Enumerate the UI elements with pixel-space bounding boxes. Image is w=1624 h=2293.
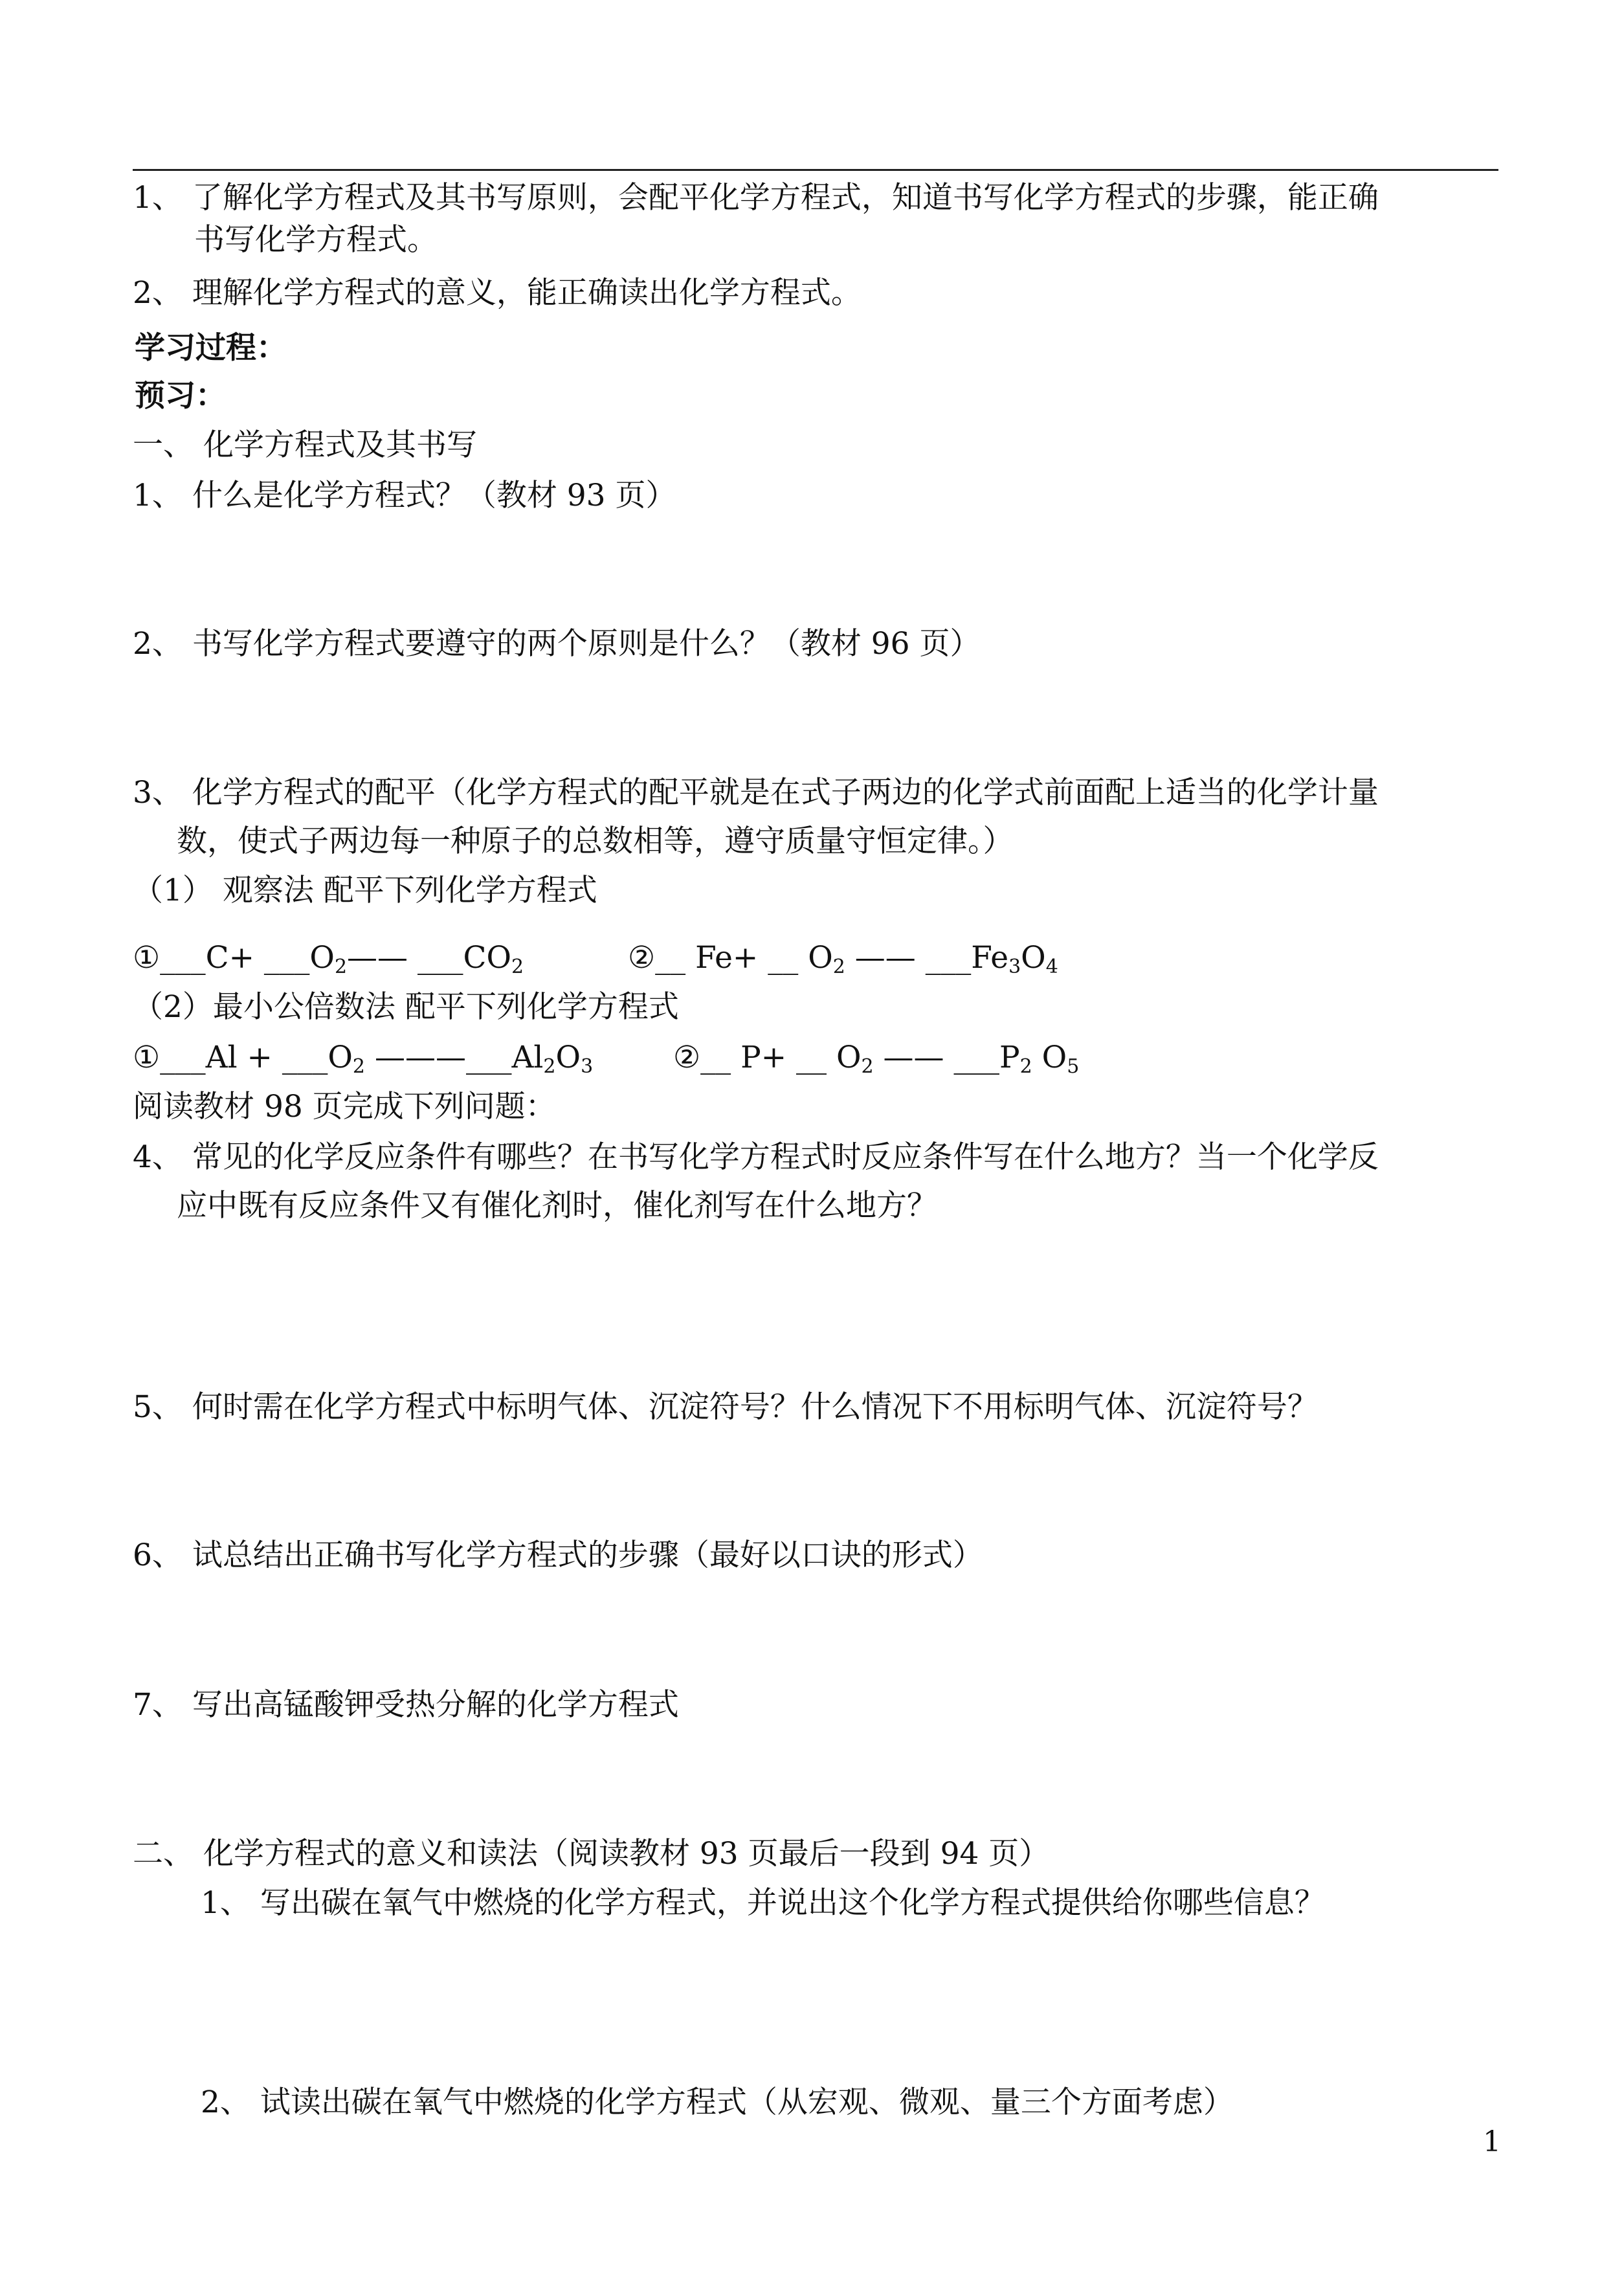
equation-phosphorus-oxygen: ②__ P+ __ $O_2$ —— $\_\_\_P_2$ $O_5$ xyxy=(673,1040,1080,1078)
equation-aluminum-oxygen: ①___Al + $\_\_\_O_2$ $———\_\_\_Al_2O_3$ xyxy=(133,1040,594,1078)
question-1: 1、 什么是化学方程式？（教材 93 页） xyxy=(133,478,676,513)
question-6: 6、 试总结出正确书写化学方程式的步骤（最好以口诀的形式） xyxy=(133,1538,983,1573)
question-5: 5、 何时需在化学方程式中标明气体、沉淀符号？什么情况下不用标明气体、沉淀符号？ xyxy=(133,1389,1318,1425)
section-2-question-2: 2、 试读出碳在氧气中燃烧的化学方程式（从宏观、微观、量三个方面考虑） xyxy=(201,2085,1234,2120)
heading-preview: 预习： xyxy=(135,378,226,414)
reading-note: 阅读教材 98 页完成下列问题： xyxy=(133,1089,556,1124)
section-2-question-1: 1、 写出碳在氧气中燃烧的化学方程式，并说出这个化学方程式提供给你哪些信息？ xyxy=(201,1885,1325,1921)
question-4-line-2: 应中既有反应条件又有催化剂时，催化剂写在什么地方？ xyxy=(177,1188,937,1224)
objective-2: 2、 理解化学方程式的意义，能正确读出化学方程式。 xyxy=(133,275,862,311)
question-4-line-1: 4、 常见的化学反应条件有哪些？在书写化学方程式时反应条件写在什么地方？当一个化学反 xyxy=(133,1139,1379,1175)
equation-iron-oxygen: ②__ Fe+ __ $O_2$ —— $\_\_\_Fe_3O_4$ xyxy=(628,940,1058,978)
question-2: 2、 书写化学方程式要遵守的两个原则是什么？（教材 96 页） xyxy=(133,626,981,662)
page-number: 1 xyxy=(1483,2125,1501,2158)
section-1-title: 一、 化学方程式及其书写 xyxy=(133,427,477,463)
section-2-title: 二、 化学方程式的意义和读法（阅读教材 93 页最后一段到 94 页） xyxy=(133,1836,1050,1872)
question-7: 7、 写出高锰酸钾受热分解的化学方程式 xyxy=(133,1687,679,1723)
objective-1-line-1: 1、 了解化学方程式及其书写原则，会配平化学方程式，知道书写化学方程式的步骤，能正确 xyxy=(133,180,1379,216)
method-observation: （1） 观察法 配平下列化学方程式 xyxy=(133,873,597,908)
objective-1-line-2: 书写化学方程式。 xyxy=(194,222,438,258)
question-3-line-1: 3、 化学方程式的配平（化学方程式的配平就是在式子两边的化学式前面配上适当的化学计量 xyxy=(133,775,1379,811)
header-rule xyxy=(133,169,1498,171)
method-lcm: （2）最小公倍数法 配平下列化学方程式 xyxy=(133,989,679,1025)
question-3-line-2: 数，使式子两边每一种原子的总数相等，遵守质量守恒定律。） xyxy=(177,823,1014,859)
heading-learning-process: 学习过程： xyxy=(135,330,287,366)
equation-carbon-oxygen: ①___C+ $\_\_\_O_2——$ $\_\_\_CO_2$ xyxy=(133,940,524,978)
